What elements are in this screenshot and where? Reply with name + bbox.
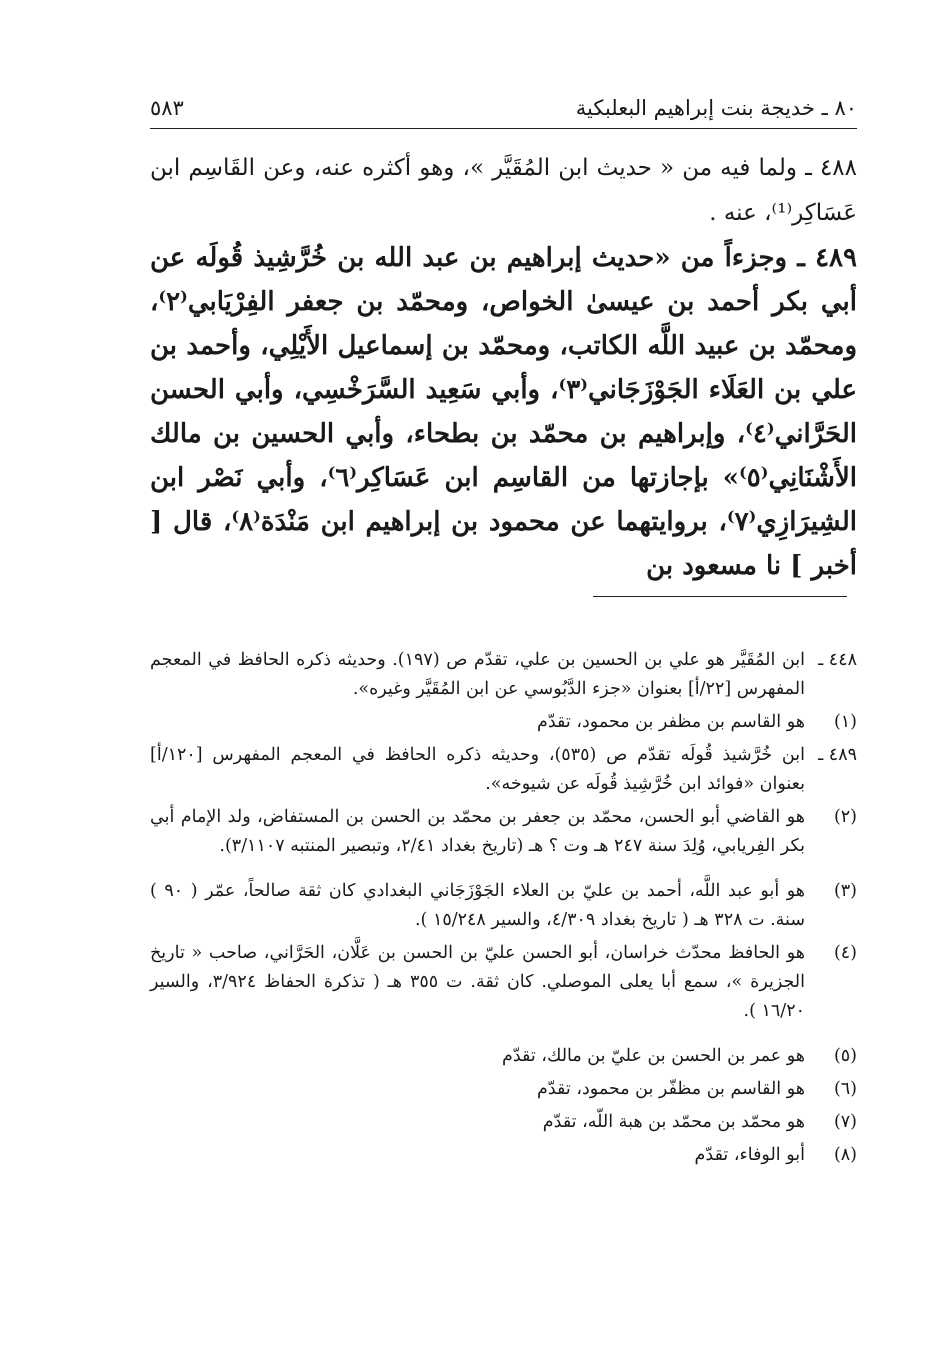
footnote-mark: (٥)	[833, 1046, 857, 1066]
footnote-8	[150, 1141, 857, 1170]
footnote-3	[150, 877, 857, 935]
footnote-text: ابن خُرَّشيذ قُولَه تقدّم ص (٥٣٥)، وحديثه ذكره الحافظ في المعجم المفهرس [١٢٠/أ] بعنوان «فوائد ابن خُرَّشِيذ قُولَه عن شيوخه».	[150, 745, 805, 794]
footnote-mark: (٨)	[833, 1145, 857, 1165]
footnote-text: هو القاضي أبو الحسن، محمّد بن جعفر بن محمّد بن الحسن بن المستفاض، ولد الإمام أبي بكر الفِريابي، وُلِدَ سنة ٢٤٧ هـ وت ؟ هـ (تاريخ بغداد ٢/٤١، وتبصير المنتبه ٣/١١٠٧).	[150, 807, 805, 856]
footnote-mark: (٦)	[833, 1079, 857, 1099]
footnote-text: هو القاسم بن مظفّر بن محمود، تقدّم	[537, 1079, 805, 1099]
footnote-mark: ٤٤٨ ـ	[818, 650, 857, 670]
page-header	[150, 86, 857, 120]
footnote-mark: (٧)	[833, 1112, 857, 1132]
header-rule	[150, 128, 857, 129]
footnote-text: هو محمّد بن محمّد بن هبة اللّه، تقدّم	[542, 1112, 805, 1132]
footnote-2	[150, 803, 857, 861]
footnote-text: هو عمر بن الحسن بن عليّ بن مالك، تقدّم	[502, 1046, 805, 1066]
footnote-mark: (٣)	[833, 881, 857, 901]
paragraph-489: ٤٨٩ ـ وجزءاً من «حديث إبراهيم بن عبد الله بن خُرَّشِيذ قُولَه عن أبي بكر أحمد بن عيسىٰ الخواص، ومحمّد بن جعفر الفِرْيَابي⁽٢⁾، ومحمّد بن عبيد اللَّه الكاتب، ومحمّد بن إسماعيل الأَيْلِي، وأحمد بن علي بن العَلَاء الجَوْزَجَاني⁽٣⁾، وأبي سَعِيد السَّرَخْسِي، وأبي الحسن الحَرَّاني⁽٤⁾، وإبراهيم بن محمّد بن بطحاء، وأبي الحسين بن مالك الأَشْنَانِي⁽٥⁾» بإجازتها من القاسِم ابن عَسَاكِر⁽٦⁾، وأبي نَصْر ابن الشِيرَازِي⁽٧⁾، بروايتهما عن محمود بن إبراهيم ابن مَنْدَة⁽٨⁾، قال [ أخبر ] نا مسعود بن	[150, 243, 857, 581]
footnote-7	[150, 1108, 857, 1137]
running-title: ٨٠ ـ خديجة بنت إبراهيم البعلبكية	[575, 96, 857, 120]
footnote-text: هو أبو عبد اللَّه، أحمد بن عليّ بن العلاء الجَوْزَجَاني البغدادي كان ثقة صالحاً، عمّر ( ٩٠ ) سنة. ت ٣٢٨ هـ ( تاريخ بغداد ٤/٣٠٩، والسير ١٥/٢٤٨ ).	[150, 881, 806, 930]
page-number: ٥٨٣	[150, 96, 184, 120]
footnote-text: هو الحافظ محدّث خراسان، أبو الحسن عليّ بن الحسن بن عَلَّان، الحَرَّاني، صاحب « تاريخ الجزيرة »، سمع أبا يعلى الموصلي. كان ثقة. ت ٣٥٥ هـ ( تذكرة الحفاظ ٣/٩٢٤، والسير ١٦/٢٠ ).	[150, 943, 805, 1021]
footnote-text: هو القاسم بن مظفر بن محمود، تقدّم	[537, 712, 805, 732]
footnote-4	[150, 939, 857, 1026]
footnote-text: ابن المُقَيَّر هو علي بن الحسين بن علي، تقدّم ص (١٩٧). وحديثه ذكره الحافظ في المعجم المفهرس [٢٢/أ] بعنوان «جزء الدَّبُوسي عن ابن المُقَيَّر وغيره».	[150, 650, 805, 699]
footnote-1	[150, 708, 857, 737]
footnote-separator	[593, 596, 847, 597]
footnote-text: أبو الوفاء، تقدّم	[694, 1145, 805, 1165]
paragraph-488: ٤٨٨ ـ ولما فيه من « حديث ابن المُقَيَّر »، وهو أكثره عنه، وعن القَاسِم ابن عَسَاكِر⁽¹⁾، عنه .	[150, 155, 857, 226]
footnote-5	[150, 1042, 857, 1071]
footnote-mark: ٤٨٩ ـ	[818, 745, 857, 765]
footnote-mark: (١)	[833, 712, 857, 732]
footnote-mark: (٢)	[833, 807, 857, 827]
footnote-mark: (٤)	[833, 943, 857, 963]
main-text	[150, 146, 857, 588]
footnotes	[150, 646, 857, 1174]
footnote-6	[150, 1075, 857, 1104]
footnote-489	[150, 741, 857, 799]
footnote-448	[150, 646, 857, 704]
